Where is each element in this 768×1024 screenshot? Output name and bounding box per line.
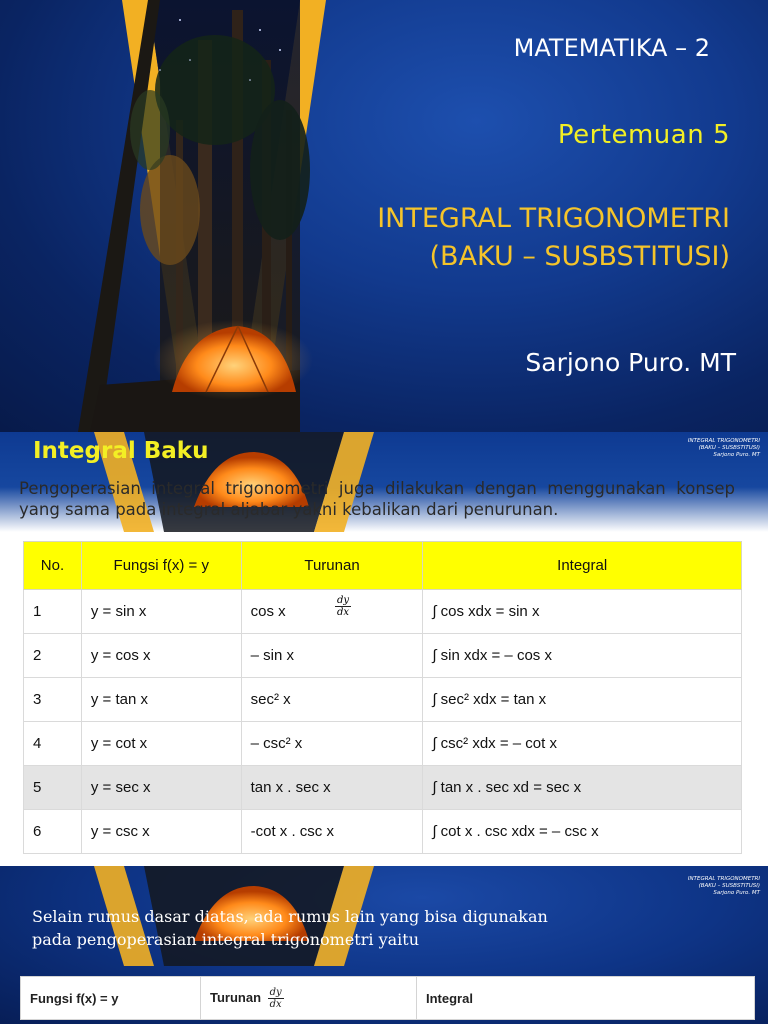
cell-no: 1: [24, 590, 82, 634]
cell-no: 6: [24, 810, 82, 854]
header-no: No.: [24, 542, 82, 590]
author-name: Sarjono Puro. MT: [525, 348, 736, 377]
course-title: MATEMATIKA – 2: [513, 34, 710, 62]
cell-integral: ∫ sin xdx = – cos x: [423, 634, 742, 678]
cell-derivative: sec² x: [241, 678, 423, 722]
header-note-line-1: INTEGRAL TRIGONOMETRI: [687, 876, 760, 882]
cell-integral: ∫ csc² xdx = – cot x: [423, 722, 742, 766]
topic-line-1: INTEGRAL TRIGONOMETRI: [377, 203, 730, 234]
table-row: [24, 722, 742, 766]
header-derivative: Turunan: [210, 989, 262, 1005]
header-note-line-2: (BAKU – SUSBSTITUSI): [698, 883, 760, 889]
cell-function: y = cot x: [81, 722, 241, 766]
intro-line-2: pada pengoperasian integral trigonometri yaitu: [32, 930, 420, 949]
fraction-numerator: dy: [269, 986, 282, 998]
table-row: [24, 590, 742, 634]
cell-derivative: cos x: [241, 590, 423, 634]
header-note-line-3: Sarjono Puro. MT: [713, 890, 760, 896]
fraction-numerator: dy: [336, 595, 350, 606]
header-note-line-2: (BAKU – SUSBSTITUSI): [698, 445, 760, 451]
intro-paragraph: Pengoperasian integral trigonometri juga dilakukan dengan menggunakan konsep yang sama pada integral aljabar yakni kebalikan dari penurunan.: [19, 479, 735, 519]
header-integral: Integral: [417, 977, 755, 1020]
topic-line-2: (BAKU – SUSBSTITUSI): [429, 241, 730, 272]
integral-table: [23, 541, 742, 854]
cell-integral: ∫ cos xdx = sin x: [423, 590, 742, 634]
cell-integral: ∫ tan x . sec xd = sec x: [423, 766, 742, 810]
derivative-fraction: [268, 987, 284, 1010]
other-formulas-table: [20, 976, 755, 1020]
fraction-denominator: dx: [336, 607, 350, 618]
cell-integral: ∫ cot x . csc xdx = – csc x: [423, 810, 742, 854]
topic-title: [377, 200, 730, 276]
header-note: [688, 438, 760, 459]
cell-no: 5: [24, 766, 82, 810]
table-row: [24, 810, 742, 854]
table-row: [24, 634, 742, 678]
cell-function: y = cos x: [81, 634, 241, 678]
cell-no: 2: [24, 634, 82, 678]
cell-derivative: -cot x . csc x: [241, 810, 423, 854]
cell-derivative: – sin x: [241, 634, 423, 678]
cell-function: y = sin x: [81, 590, 241, 634]
header-derivative: Turunan: [241, 542, 423, 590]
fraction-denominator: dx: [269, 998, 282, 1010]
table-row: [24, 766, 742, 810]
title-slide: [0, 0, 768, 432]
cell-no: 4: [24, 722, 82, 766]
derivative-fraction: [335, 595, 351, 618]
header-function: Fungsi f(x) = y: [81, 542, 241, 590]
cell-derivative: tan x . sec x: [241, 766, 423, 810]
intro-text: [32, 905, 548, 951]
cell-no: 3: [24, 678, 82, 722]
meeting-number: Pertemuan 5: [557, 120, 730, 150]
other-formulas-slide: [0, 866, 768, 1024]
table-row: [24, 678, 742, 722]
header-integral: Integral: [423, 542, 742, 590]
header-derivative-cell: [201, 977, 417, 1020]
header-note-line-1: INTEGRAL TRIGONOMETRI: [687, 438, 760, 444]
cell-function: y = tan x: [81, 678, 241, 722]
cell-integral: ∫ sec² xdx = tan x: [423, 678, 742, 722]
slide-title: Integral Baku: [33, 438, 209, 464]
integral-baku-slide: [0, 432, 768, 866]
cell-function: y = csc x: [81, 810, 241, 854]
table-header-row: [24, 542, 742, 590]
header-function: Fungsi f(x) = y: [21, 977, 201, 1020]
table-header-row: [21, 977, 755, 1020]
intro-line-1: Selain rumus dasar diatas, ada rumus lain yang bisa digunakan: [32, 907, 548, 926]
cell-derivative: – csc² x: [241, 722, 423, 766]
header-note: [688, 876, 760, 897]
cell-function: y = sec x: [81, 766, 241, 810]
header-note-line-3: Sarjono Puro. MT: [713, 452, 760, 458]
